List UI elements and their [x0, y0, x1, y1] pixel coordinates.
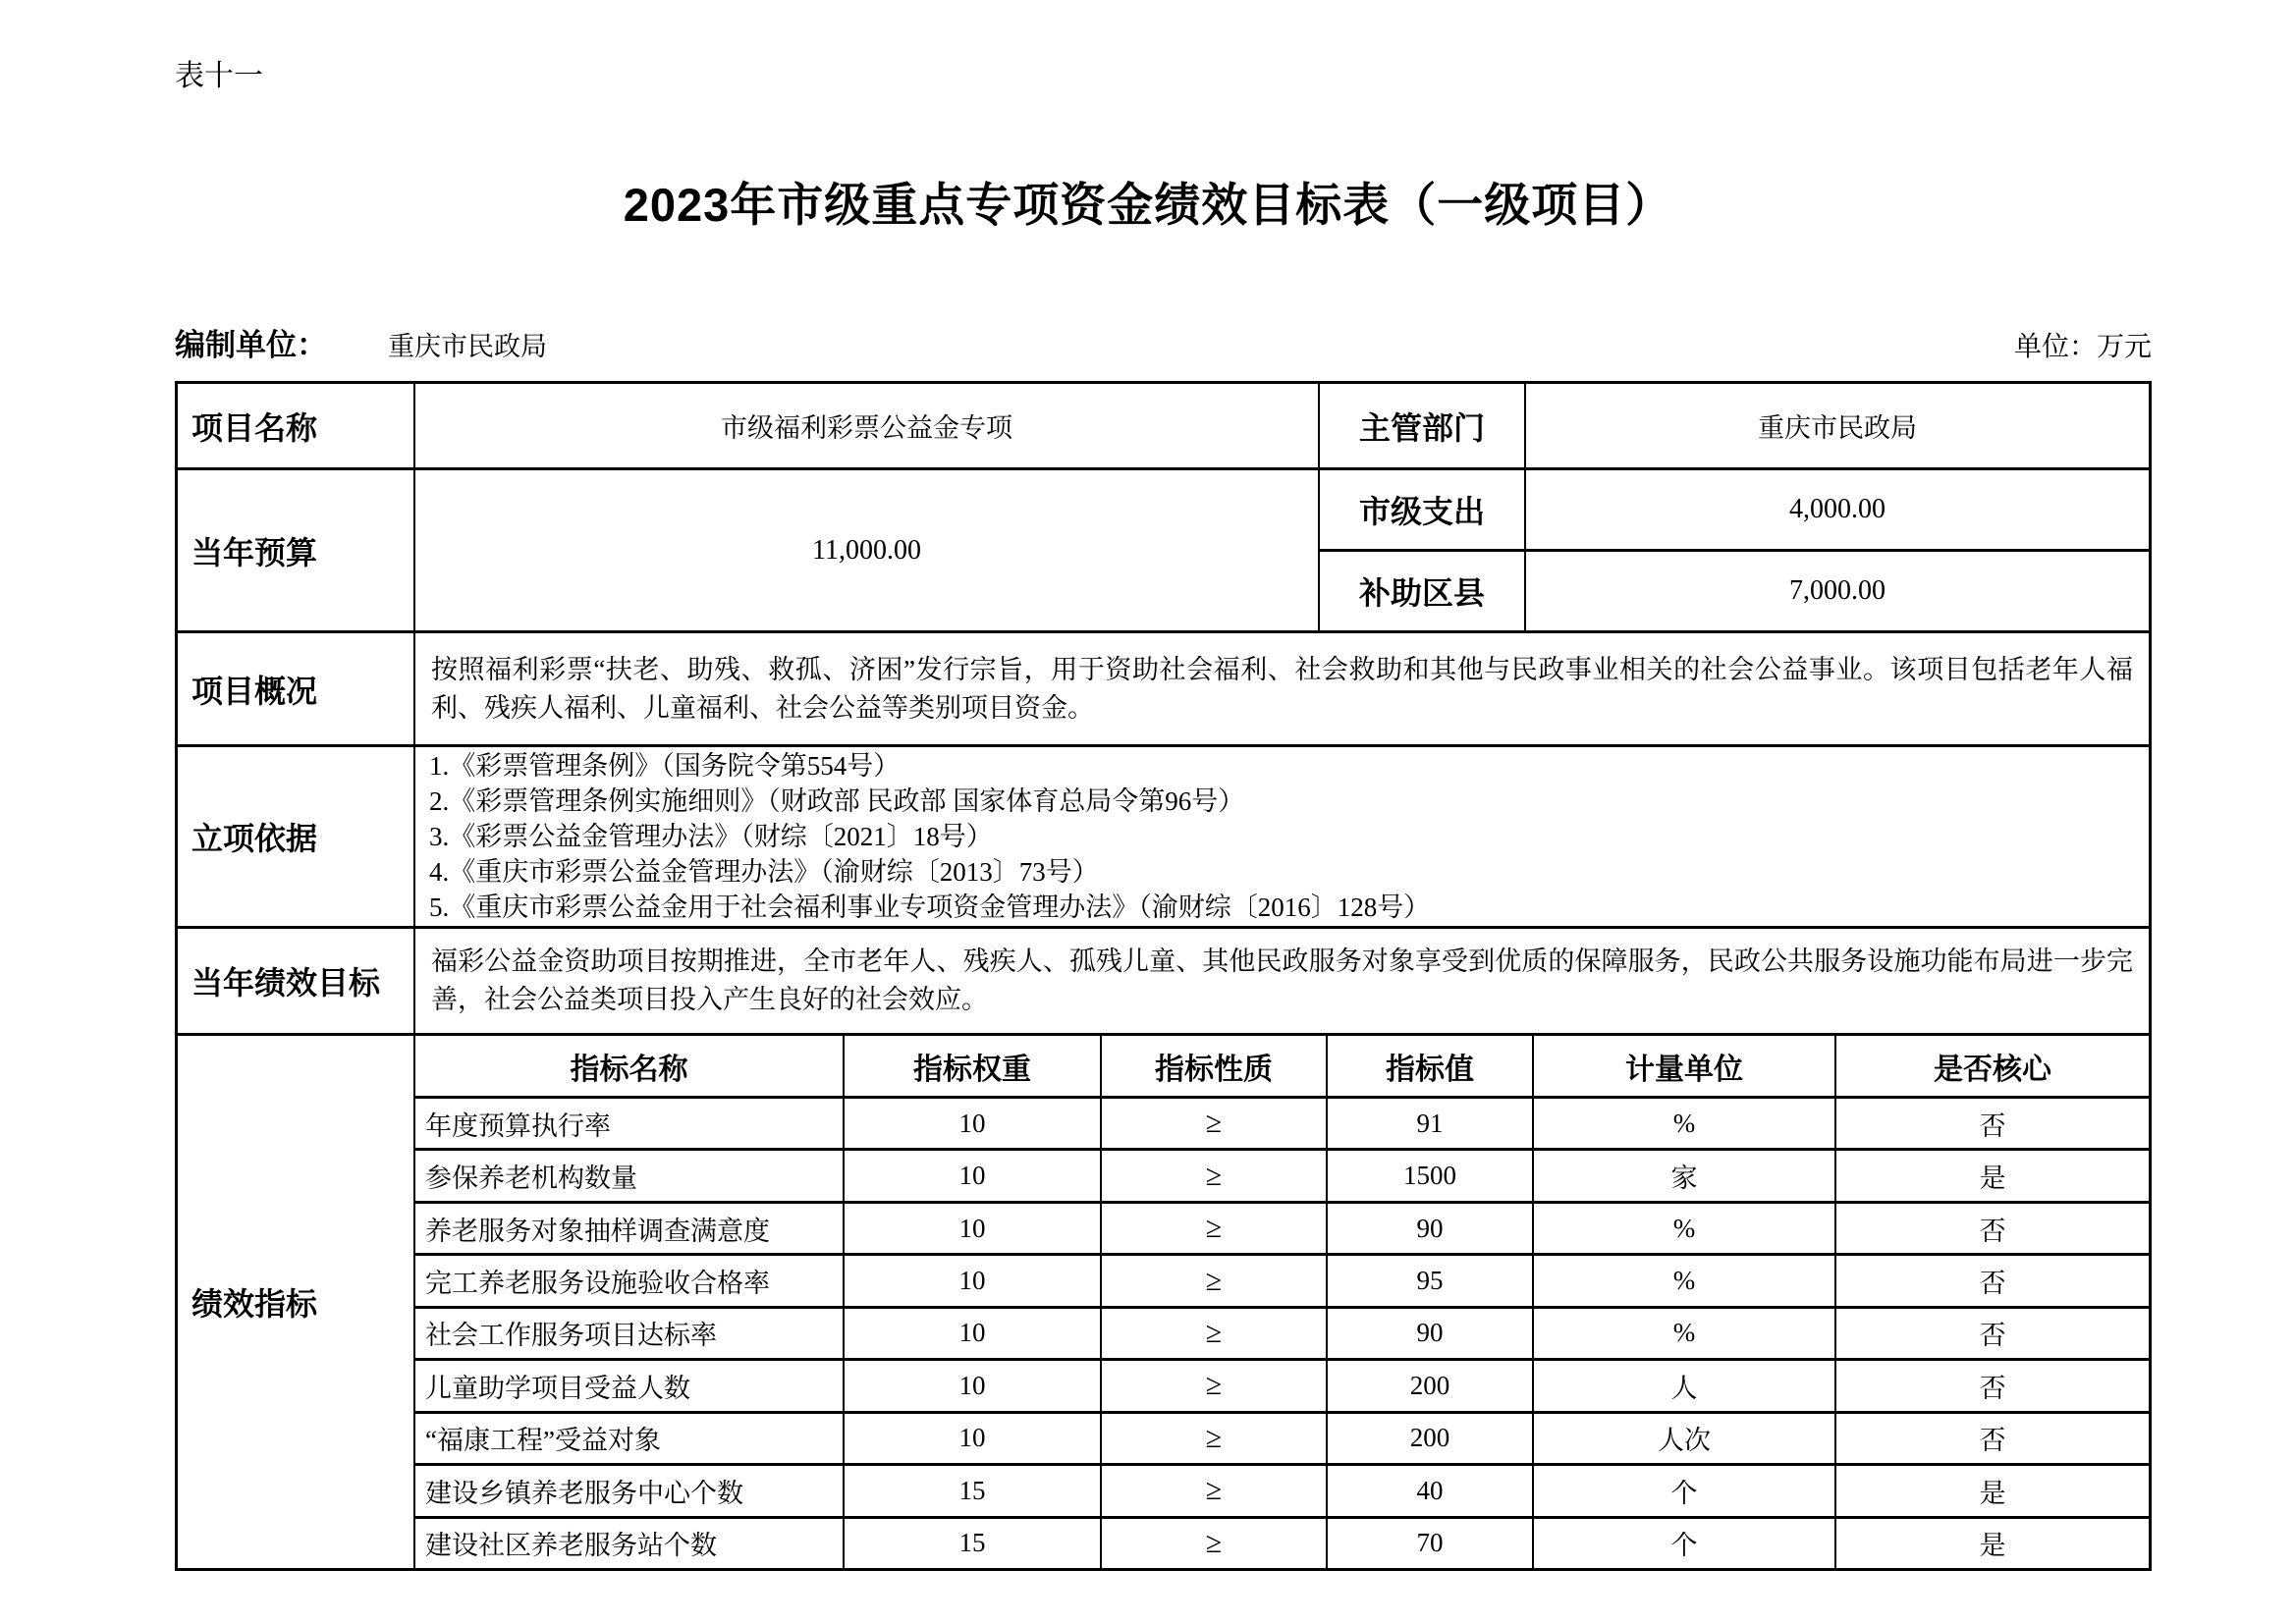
prepared-by — [175, 320, 547, 364]
indicator-name: 社会工作服务项目达标率 — [415, 1309, 845, 1358]
basis-line: 5.《重庆市彩票公益金用于社会福利事业专项资金管理办法》（渝财综〔2016〕128号） — [429, 893, 1431, 922]
basis-label: 立项依据 — [178, 747, 415, 926]
header-indicator-unit: 计量单位 — [1534, 1036, 1836, 1096]
indicator-unit: % — [1534, 1099, 1836, 1148]
indicator-core: 否 — [1979, 1110, 2006, 1141]
prepared-by-value: 重庆市民政局 — [388, 332, 547, 361]
indicator-name: 儿童助学项目受益人数 — [415, 1361, 845, 1410]
indicator-weight: 10 — [845, 1204, 1102, 1253]
indicator-value: 200 — [1328, 1414, 1534, 1463]
indicator-row — [415, 1099, 2149, 1151]
header-indicator-core: 是否核心 — [1934, 1053, 2051, 1086]
indicator-unit: 家 — [1534, 1151, 1836, 1200]
page-table-number: 表十一 — [175, 59, 263, 93]
indicator-name: 年度预算执行率 — [415, 1099, 845, 1148]
project-name-value: 市级福利彩票公益金专项 — [415, 384, 1320, 467]
basis-line: 4.《重庆市彩票公益金管理办法》（渝财综〔2013〕73号） — [429, 857, 1099, 887]
indicator-unit: % — [1534, 1309, 1836, 1358]
indicator-row — [415, 1414, 2149, 1466]
indicator-unit: 人次 — [1534, 1414, 1836, 1463]
indicator-nature: ≥ — [1102, 1151, 1328, 1200]
indicator-value: 90 — [1328, 1204, 1534, 1253]
document-title: 2023年市级重点专项资金绩效目标表（一级项目） — [623, 179, 1673, 231]
indicator-value: 95 — [1328, 1256, 1534, 1305]
indicator-core: 否 — [1979, 1216, 2006, 1246]
basis-cell — [415, 747, 2149, 926]
budget-value: 11,000.00 — [415, 470, 1320, 630]
overview-text: 按照福利彩票“扶老、助残、救孤、济困”发行宗旨，用于资助社会福利、社会救助和其他与民政事业相关的社会公益事业。该项目包括老年人福利、残疾人福利、儿童福利、社会公益等类别项目资金。 — [431, 654, 2133, 723]
city-expense-value: 4,000.00 — [1789, 494, 1886, 524]
indicators-header — [415, 1036, 2149, 1099]
county-subsidy-subrow — [1320, 552, 2149, 630]
indicator-core: 是 — [1979, 1478, 2006, 1508]
indicator-row — [415, 1256, 2149, 1308]
budget-row — [178, 470, 2149, 633]
indicator-row — [415, 1466, 2149, 1518]
overview-cell — [415, 633, 2149, 744]
city-expense-label: 市级支出 — [1320, 470, 1526, 549]
indicator-weight: 10 — [845, 1361, 1102, 1410]
indicator-core: 否 — [1979, 1426, 2006, 1456]
overview-row — [178, 633, 2149, 747]
header-indicator-nature: 指标性质 — [1102, 1036, 1328, 1096]
indicator-nature: ≥ — [1102, 1466, 1328, 1515]
indicator-value: 70 — [1328, 1519, 1534, 1568]
indicator-core: 是 — [1979, 1531, 2006, 1561]
indicator-nature: ≥ — [1102, 1414, 1328, 1463]
goal-text: 福彩公益金资助项目按期推进，全市老年人、残疾人、孤残儿童、其他民政服务对象享受到优质的保障服务，民政公共服务设施功能布局进一步完善，社会公益类项目投入产生良好的社会效应。 — [431, 947, 2133, 1014]
indicator-nature: ≥ — [1102, 1256, 1328, 1305]
indicator-weight: 10 — [845, 1099, 1102, 1148]
city-expense-subrow — [1320, 470, 2149, 552]
indicator-row — [415, 1519, 2149, 1568]
indicator-name: 建设社区养老服务站个数 — [415, 1519, 845, 1568]
header-indicator-weight: 指标权重 — [845, 1036, 1102, 1096]
indicator-row — [415, 1309, 2149, 1361]
county-subsidy-label: 补助区县 — [1320, 552, 1526, 630]
indicator-name: “福康工程”受益对象 — [415, 1414, 845, 1463]
county-subsidy-value: 7,000.00 — [1789, 575, 1886, 606]
indicator-name: 参保养老机构数量 — [415, 1151, 845, 1200]
project-name-label: 项目名称 — [178, 384, 415, 467]
indicator-unit: 个 — [1534, 1519, 1836, 1568]
indicators-table — [415, 1036, 2149, 1568]
goal-cell — [415, 929, 2149, 1033]
indicator-row — [415, 1361, 2149, 1413]
goal-row — [178, 929, 2149, 1036]
basis-row — [178, 747, 2149, 929]
indicator-weight: 15 — [845, 1519, 1102, 1568]
indicators-section-label: 绩效指标 — [178, 1036, 415, 1568]
budget-label: 当年预算 — [178, 470, 415, 630]
indicator-unit: % — [1534, 1204, 1836, 1253]
prepared-by-label: 编制单位： — [175, 328, 327, 362]
indicator-weight: 15 — [845, 1466, 1102, 1515]
indicator-value: 200 — [1328, 1361, 1534, 1410]
indicator-value: 40 — [1328, 1466, 1534, 1515]
indicator-weight: 10 — [845, 1309, 1102, 1358]
indicator-value: 90 — [1328, 1309, 1534, 1358]
indicator-nature: ≥ — [1102, 1361, 1328, 1410]
indicator-core: 是 — [1979, 1163, 2006, 1194]
header-indicator-value: 指标值 — [1328, 1036, 1534, 1096]
basis-line: 2.《彩票管理条例实施细则》（财政部 民政部 国家体育总局令第96号） — [429, 786, 1245, 816]
indicator-unit: % — [1534, 1256, 1836, 1305]
indicator-core: 否 — [1979, 1373, 2006, 1403]
indicator-row — [415, 1151, 2149, 1203]
indicator-unit: 个 — [1534, 1466, 1836, 1515]
indicator-core: 否 — [1979, 1269, 2006, 1299]
indicator-weight: 10 — [845, 1414, 1102, 1463]
indicator-unit: 人 — [1534, 1361, 1836, 1410]
performance-target-table — [175, 381, 2152, 1571]
indicator-name: 建设乡镇养老服务中心个数 — [415, 1466, 845, 1515]
indicator-weight: 10 — [845, 1151, 1102, 1200]
project-name-row — [178, 384, 2149, 470]
header-indicator-name: 指标名称 — [415, 1036, 845, 1096]
dept-value: 重庆市民政局 — [1758, 413, 1917, 443]
indicator-row — [415, 1204, 2149, 1256]
basis-line: 1.《彩票管理条例》（国务院令第554号） — [429, 751, 901, 781]
overview-label: 项目概况 — [178, 633, 415, 744]
indicator-nature: ≥ — [1102, 1204, 1328, 1253]
indicator-weight: 10 — [845, 1256, 1102, 1305]
indicator-nature: ≥ — [1102, 1309, 1328, 1358]
indicator-name: 养老服务对象抽样调查满意度 — [415, 1204, 845, 1253]
goal-label: 当年绩效目标 — [178, 929, 415, 1033]
meta-row — [175, 320, 2152, 364]
indicator-value: 91 — [1328, 1099, 1534, 1148]
dept-label: 主管部门 — [1320, 384, 1526, 467]
indicator-nature: ≥ — [1102, 1099, 1328, 1148]
indicator-core: 否 — [1979, 1321, 2006, 1351]
indicators-row — [178, 1036, 2149, 1568]
unit-note: 单位：万元 — [2013, 330, 2152, 362]
indicator-nature: ≥ — [1102, 1519, 1328, 1568]
basis-line: 3.《彩票公益金管理办法》（财综〔2021〕18号） — [429, 822, 993, 851]
indicator-value: 1500 — [1328, 1151, 1534, 1200]
indicator-name: 完工养老服务设施验收合格率 — [415, 1256, 845, 1305]
budget-split — [1320, 470, 2149, 630]
